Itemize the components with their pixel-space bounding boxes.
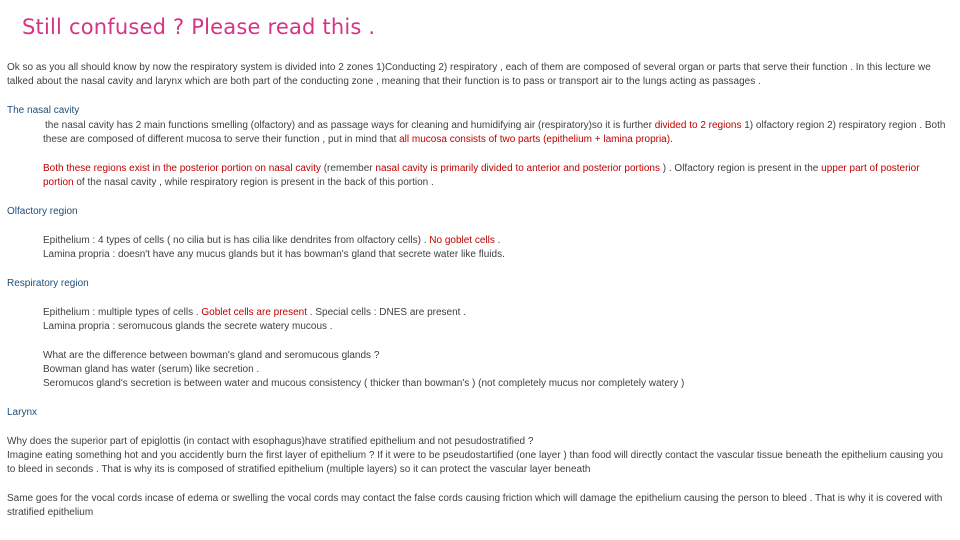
text-segment: Epithelium : multiple types of cells .	[43, 307, 202, 318]
olfactory-epithelium	[43, 234, 948, 248]
glands-question: What are the difference between bowman's gland and seromucous glands ?	[43, 350, 380, 361]
page-title: Still confused ? Please read this .	[22, 15, 376, 39]
larynx-question: Why does the superior part of epiglottis (in contact with esophagus)have stratified epithelium and not pesudostratified ?	[7, 436, 534, 447]
intro-paragraph: Ok so as you all should know by now the respiratory system is divided into 2 zones 1)Conducting 2) respiratory , each of them are composed of several organ or parts that serve their function . In this lecture we talked about the nasal cavity and larynx which are both part of the conducting zone , meaning that their function is to pass or transport air to the lungs acting as passages .	[7, 62, 931, 88]
text-segment: ) . Olfactory region is present in the	[659, 163, 822, 174]
text-segment: Epithelium : 4 types of cells ( no cilia but is has cilia like dendrites from olfactory cells) .	[43, 235, 430, 246]
highlight-text: all mucosa consists of two parts (epithelium + lamina propria)	[399, 134, 671, 146]
highlight-text: Goblet cells are present	[201, 307, 308, 318]
highlight-text: nasal cavity is primarily divided to anterior and posterior portions	[375, 163, 660, 174]
text-segment: . Special cells : DNES are present .	[307, 307, 466, 318]
olfactory-lamina-propria: Lamina propria : doesn't have any mucus glands but it has bowman's gland that secrete water like fluids.	[43, 249, 505, 260]
highlight-text: divided to 2 regions	[654, 120, 742, 131]
larynx-explanation: Imagine eating something hot and you accidently burn the first layer of epithelium ? If it were to be pseudostartified (one layer ) than food will directly contact the vascular tissue beneath the epithelium causing you to bleed in seconds . That is why its is composed of stratified epithelium (multiple layers) so it can protect the vascular layer beneath	[7, 450, 944, 476]
text-segment: .	[494, 235, 501, 246]
text-segment: of the nasal cavity , while respiratory region is present in the back of this portion .	[73, 177, 434, 189]
olfactory-region-heading: Olfactory region	[7, 206, 78, 217]
respiratory-lamina-propria: Lamina propria : seromucous glands the secrete watery mucous .	[43, 321, 333, 332]
vocal-cords-paragraph: Same goes for the vocal cords incase of edema or swelling the vocal cords may contact the false cords causing friction which will damage the epithelium causing the person to bleed . That is why it is covered with stratified epithelium	[7, 493, 943, 519]
text-segment: the nasal cavity has 2 main functions smelling (olfactory) and as passage ways for cleaning and humidifying air (respiratory)so it is further	[45, 120, 655, 131]
nasal-cavity-paragraph-2	[43, 162, 948, 191]
highlight-text: No goblet cells	[429, 235, 495, 246]
respiratory-region-heading: Respiratory region	[7, 278, 89, 289]
seromucous-gland-answer: Seromucos gland's secretion is between water and mucous consistency ( thicker than bowman's ) (not completely mucus nor completely watery )	[43, 378, 685, 389]
nasal-cavity-heading: The nasal cavity	[7, 105, 80, 116]
text-segment: (remember	[320, 163, 376, 174]
nasal-cavity-paragraph-1	[43, 119, 948, 148]
text-segment: .	[670, 134, 673, 146]
highlight-text: Both these regions exist in the posterior portion on nasal cavity	[43, 163, 321, 174]
highlight-text: upper part of posterior portion	[43, 163, 920, 189]
text-segment: 1) olfactory region 2) respiratory region . Both these are composed of different mucosa to serve their function , put in mind that	[43, 120, 946, 146]
respiratory-epithelium	[43, 306, 948, 320]
bowman-gland-answer: Bowman gland has water (serum) like secretion .	[43, 364, 260, 375]
larynx-heading: Larynx	[7, 407, 38, 418]
